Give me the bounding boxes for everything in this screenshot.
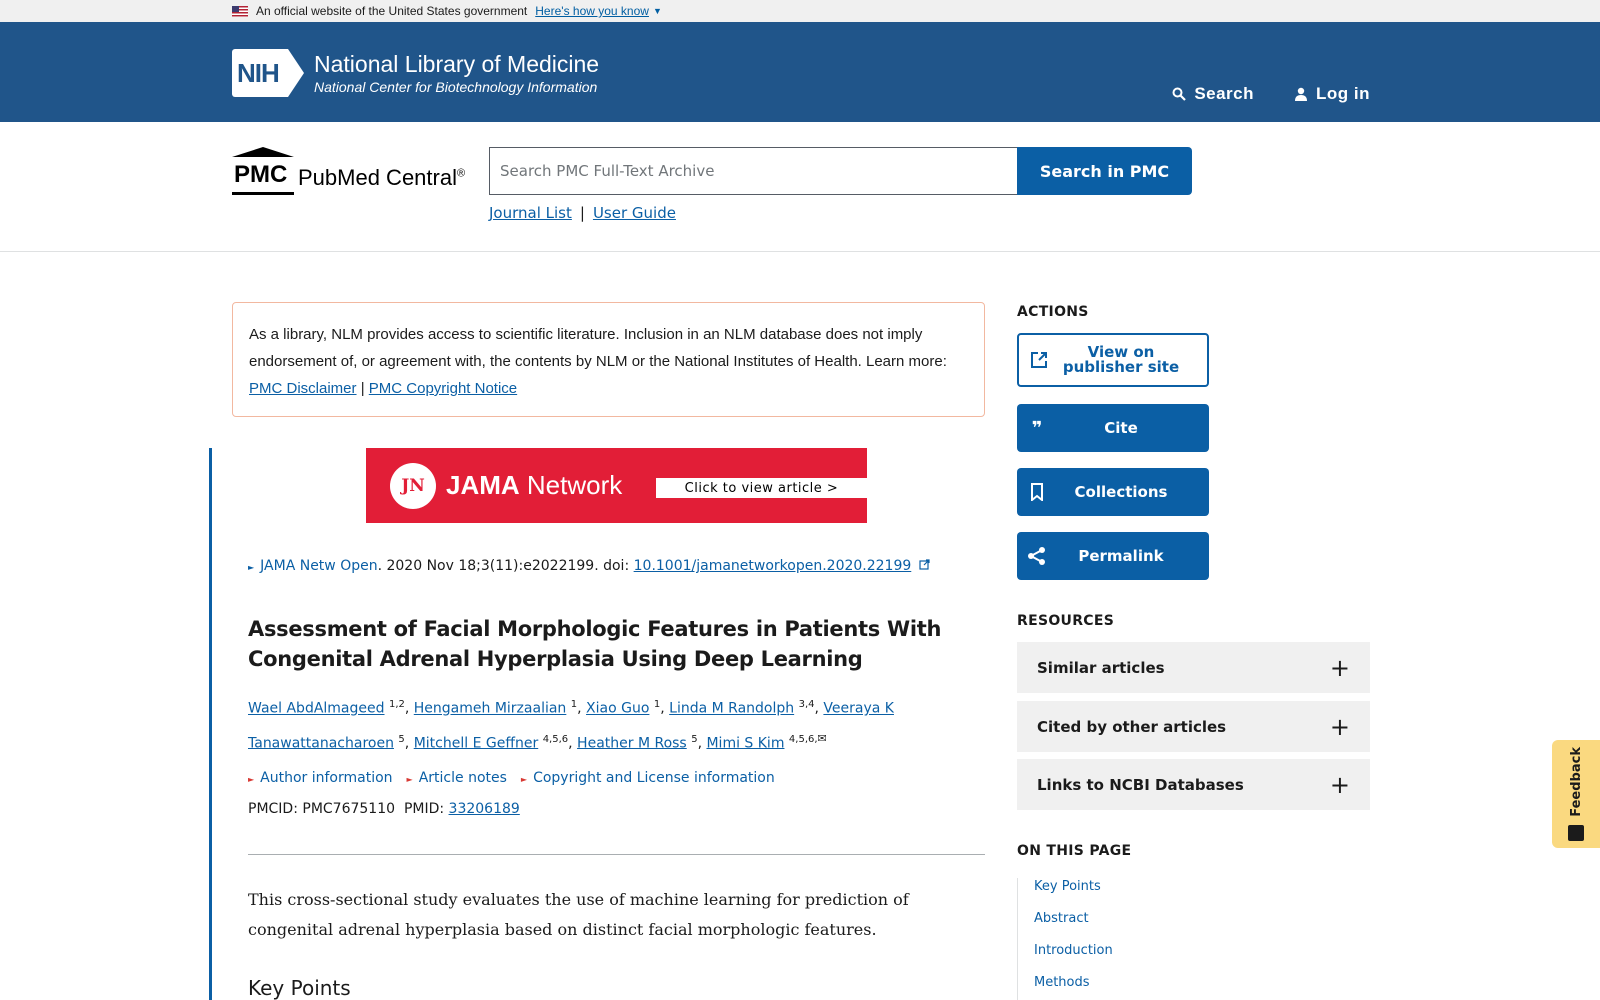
login-label: Log in (1316, 84, 1370, 103)
article-notes-toggle[interactable]: ► Article notes (406, 770, 507, 786)
nih-logo-text: NIH (237, 58, 279, 88)
user-guide-link[interactable]: User Guide (592, 204, 676, 222)
pmc-search-input[interactable] (489, 147, 1017, 195)
bookmark-icon (1017, 483, 1057, 501)
external-link-icon (919, 559, 930, 570)
toc-methods[interactable]: Methods (1034, 975, 1090, 990)
author-affiliation: 1 (653, 699, 661, 710)
header-search-button[interactable] (1172, 84, 1254, 104)
feedback-icon (1568, 825, 1584, 841)
chevron-down-icon[interactable]: ▼ (652, 6, 662, 16)
article-title: Assessment of Facial Morphologic Features in Patients With Congenital Adrenal Hyperplasia Using Deep Learning (248, 617, 942, 671)
ncbi-links-label: Links to NCBI Databases (1037, 775, 1244, 794)
author-affiliation: 3,4 (798, 699, 815, 710)
author-affiliation: 4,5,6, (788, 733, 818, 745)
author-link[interactable]: Mimi S Kim (706, 735, 785, 752)
share-icon (1017, 546, 1057, 566)
similar-articles-accordion[interactable] (1017, 642, 1370, 693)
collections-label: Collections (1074, 482, 1168, 501)
actions-heading: ACTIONS (1017, 304, 1089, 320)
author-list: Wael AbdAlmageed $^{1,2}$, Hengameh Mirzaalian $^1$, Xiao Guo $^1$, Linda M Randolph $^{3,4}$, Veeraya K Tanawattanacharoen $^5$, Mitchell E Geffner $^{4,5,6}$, Heather M Ross $^5$, Mimi S Kim $^{4,5,6,✉}$ (248, 699, 894, 752)
on-this-page-nav (1017, 878, 1113, 1000)
article-ids (248, 801, 520, 817)
pmid-label: PMID: (403, 801, 445, 817)
author-information-toggle[interactable]: ► Author information (248, 770, 393, 786)
collections-button[interactable] (1017, 468, 1209, 516)
feedback-label: Feedback (1568, 747, 1584, 817)
login-button[interactable] (1294, 84, 1370, 104)
author-link[interactable]: Wael AbdAlmageed (248, 700, 385, 717)
disclaimer-text: As a library, NLM provides access to scientific literature. Inclusion in an NLM database does not imply endorsement of, or agreement with, the contents by NLM or the National Institutes of Health. (249, 326, 923, 370)
ncbi-subtitle: National Center for Biotechnology Information (314, 79, 598, 95)
learn-more-label: Learn more: (866, 353, 947, 370)
user-icon (1294, 87, 1308, 101)
pmc-name: PubMed Central (298, 165, 457, 190)
cited-by-label: Cited by other articles (1037, 717, 1227, 736)
toc-introduction[interactable]: Introduction (1034, 943, 1113, 958)
cite-label: Cite (1104, 418, 1138, 437)
author-link[interactable]: Veeraya K Tanawattanacharoen (248, 700, 894, 752)
author-affiliation: 4,5,6 (542, 733, 569, 745)
jama-network-banner[interactable] (366, 448, 867, 523)
header-search-label: Search (1194, 84, 1255, 103)
view-article-cta[interactable]: Click to view article > (656, 478, 867, 498)
key-points-heading: Key Points (248, 976, 351, 1000)
nih-header (0, 22, 1600, 122)
author-link[interactable]: Mitchell E Geffner (413, 735, 539, 752)
pmc-logo[interactable] (232, 147, 465, 195)
view-on-publisher-button[interactable] (1017, 333, 1209, 387)
plus-icon: + (1329, 653, 1350, 682)
nlm-disclaimer (232, 302, 985, 417)
article-rail (209, 448, 212, 1000)
ncbi-links-accordion[interactable] (1017, 759, 1370, 810)
author-affiliation: 5 (398, 733, 405, 745)
pmc-disclaimer-link[interactable]: PMC Disclaimer (249, 380, 357, 397)
toc-abstract[interactable]: Abstract (1034, 911, 1089, 926)
article-meta-links (248, 770, 775, 786)
feedback-tab[interactable] (1552, 740, 1600, 848)
author-link[interactable]: Xiao Guo (586, 700, 650, 717)
author-affiliation: 1,2 (388, 699, 405, 710)
link-separator: | (579, 204, 585, 222)
nlm-title: National Library of Medicine (314, 51, 600, 77)
author-affiliation: 1 (570, 699, 578, 710)
resources-heading: RESOURCES (1017, 613, 1115, 629)
heres-how-you-know-link[interactable]: Here's how you know (535, 4, 649, 18)
author-link[interactable]: Linda M Randolph (669, 700, 795, 717)
pmc-copyright-link[interactable]: PMC Copyright Notice (368, 380, 518, 397)
on-this-page-heading: ON THIS PAGE (1017, 843, 1132, 859)
journal-list-link[interactable]: Journal List (489, 204, 572, 222)
copyright-license-toggle[interactable]: ► Copyright and License information (520, 770, 775, 786)
article-summary: This cross-sectional study evaluates the use of machine learning for prediction of congenital adrenal hyperplasia based on distinct facial morphologic features. (248, 890, 909, 939)
doi-link[interactable]: 10.1001/jamanetworkopen.2020.22199 (633, 558, 912, 574)
gov-banner-text: An official website of the United States government (256, 4, 528, 18)
toc-key-points[interactable]: Key Points (1034, 879, 1101, 894)
author-link[interactable]: Hengameh Mirzaalian (413, 700, 567, 717)
email-icon[interactable]: ✉ (817, 731, 827, 745)
author-affiliation: 5 (691, 733, 698, 745)
citation-details: . 2020 Nov 18;3(11):e2022199. doi: (377, 558, 634, 574)
similar-articles-label: Similar articles (1037, 658, 1165, 677)
search-icon (1172, 87, 1186, 101)
cite-button[interactable] (1017, 404, 1209, 452)
citation-line (248, 558, 930, 574)
journal-link[interactable]: JAMA Netw Open (260, 558, 378, 574)
jama-network-name: JAMA Network (446, 470, 623, 500)
permalink-button[interactable] (1017, 532, 1209, 580)
pmid-link[interactable]: 33206189 (448, 801, 520, 817)
gov-banner (0, 0, 1600, 22)
nih-logo-mark (232, 49, 306, 97)
quote-icon: ❞ (1031, 417, 1043, 439)
plus-icon: + (1329, 712, 1350, 741)
nih-logo[interactable] (232, 49, 599, 97)
disclaimer-separator: | (360, 380, 365, 397)
pmcid: PMCID: PMC7675110 (248, 801, 396, 817)
us-flag-icon (232, 6, 248, 17)
registered-mark: ® (456, 167, 466, 180)
author-link[interactable]: Heather M Ross (577, 735, 687, 752)
jama-logo-icon: JN (390, 463, 436, 509)
cited-by-accordion[interactable] (1017, 701, 1370, 752)
search-in-pmc-button[interactable]: Search in PMC (1017, 147, 1192, 195)
pmc-search-bar (0, 122, 1600, 252)
pmc-logo-mark (232, 147, 294, 195)
external-link-icon (1019, 350, 1059, 370)
plus-icon: + (1329, 770, 1350, 799)
pmc-logo-text: PMC (234, 161, 288, 188)
view-on-publisher-label: View on publisher site (1062, 343, 1180, 376)
expand-triangle-icon[interactable]: ► (248, 563, 255, 572)
section-divider (248, 854, 985, 855)
permalink-label: Permalink (1078, 546, 1164, 565)
